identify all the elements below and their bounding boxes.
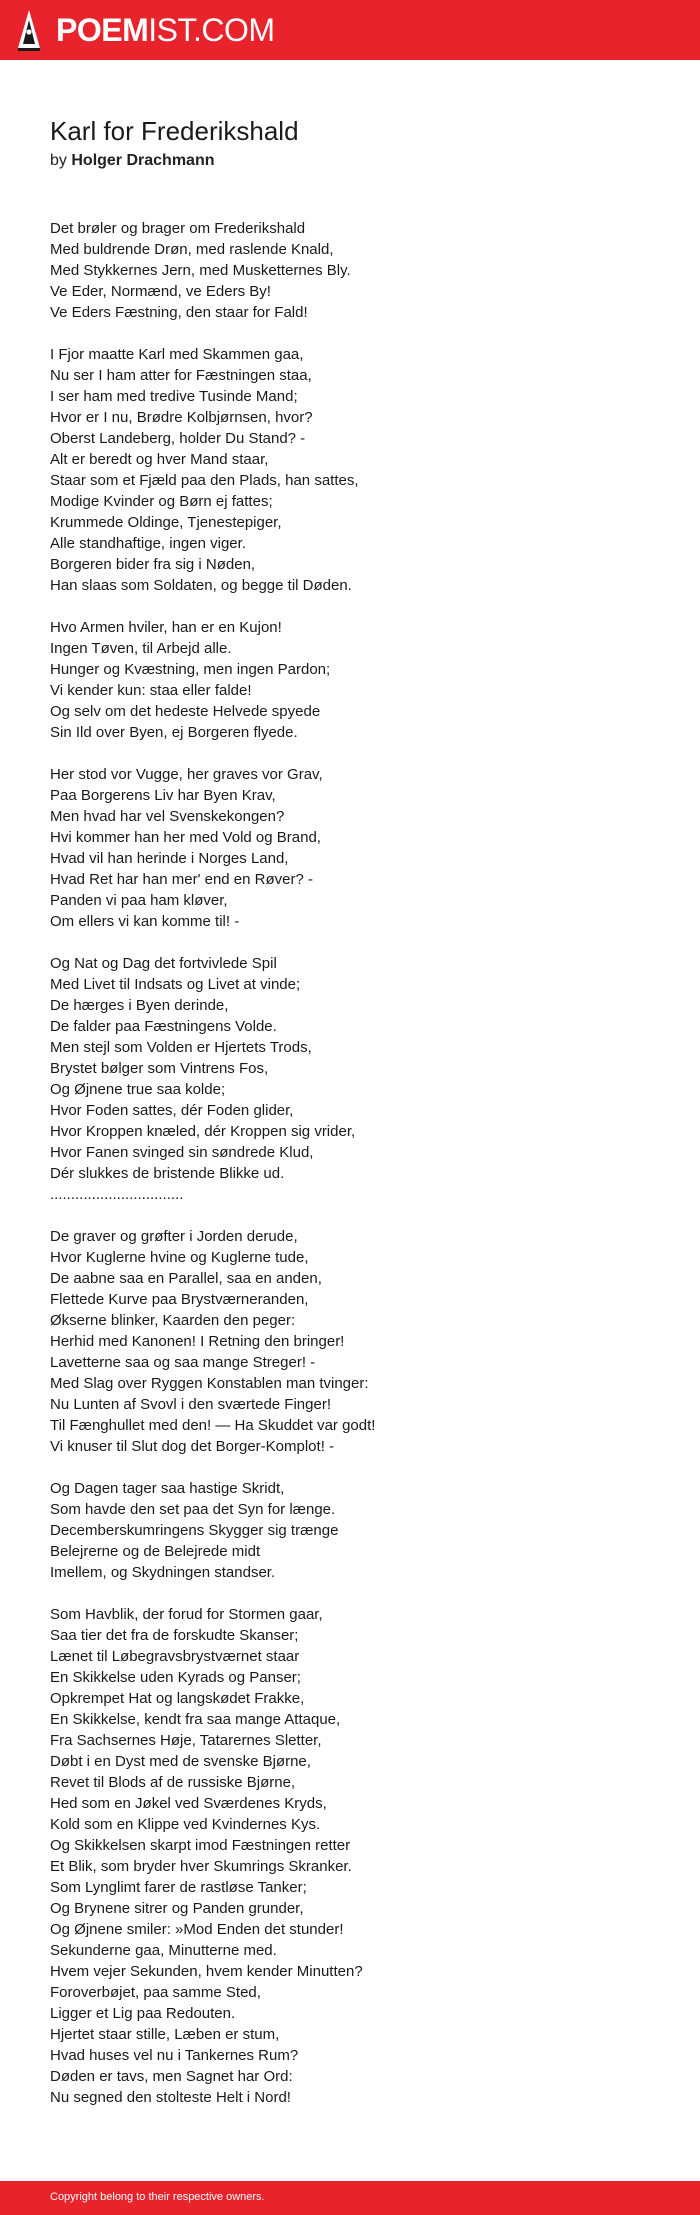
poem-line: Hvor Foden sattes, dér Foden glider, [50, 1102, 294, 1119]
poem-line: Og Nat og Dag det fortvivlede Spil [50, 955, 277, 972]
poem-line: Sekunderne gaa, Minutterne med. [50, 1942, 277, 1959]
poem-line: Døden er tavs, men Sagnet har Ord: [50, 2068, 293, 2085]
poem-line: Flettede Kurve paa Brystværneranden, [50, 1291, 309, 1308]
poem-content [50, 112, 660, 2129]
site-logo-text [56, 8, 275, 52]
poem-line: Imellem, og Skydningen standser. [50, 1564, 276, 1581]
top-bar [0, 0, 700, 60]
poem-line: Hvi kommer han her med Vold og Brand, [50, 829, 321, 846]
poem-line: Krummede Oldinge, Tjenestepiger, [50, 514, 282, 531]
poem-line: Han slaas som Soldaten, og begge til Døden. [50, 577, 352, 594]
poem-line: Revet til Blods af de russiske Bjørne, [50, 1774, 296, 1791]
poem-stanza [50, 617, 660, 743]
poem-stanza [50, 218, 660, 323]
poem-line: Saa tier det fra de forskudte Skanser; [50, 1627, 299, 1644]
poem-line: Hvor Fanen svinged sin søndrede Klud, [50, 1144, 314, 1161]
poem-line: Paa Borgerens Liv har Byen Krav, [50, 787, 276, 804]
poem-line: Nu ser I ham atter for Fæstningen staa, [50, 367, 312, 384]
poem-line: Hvo Armen hviler, han er en Kujon! [50, 619, 282, 636]
poem-line: Belejrerne og de Belejrede midt [50, 1543, 261, 1560]
poem-stanza [50, 344, 660, 596]
logo-bold-part: POEM [56, 12, 149, 48]
poem-line: Og Dagen tager saa hastige Skridt, [50, 1480, 285, 1497]
poem-line: Ligger et Lig paa Redouten. [50, 2005, 236, 2022]
poem-line: Sin Ild over Byen, ej Borgeren flyede. [50, 724, 298, 741]
poem-line: Hed som en Jøkel ved Sværdenes Kryds, [50, 1795, 327, 1812]
poem-line: Panden vi paa ham kløver, [50, 892, 228, 909]
poem-line: Alt er beredt og hver Mand staar, [50, 451, 269, 468]
copyright-text: Copyright belong to their respective owners. [50, 2191, 265, 2203]
poem-stanza [50, 1604, 660, 2108]
poem-line: Som Havblik, der forud for Stormen gaar, [50, 1606, 323, 1623]
poem-stanza [50, 1226, 660, 1457]
poem-line: Brystet bølger som Vintrens Fos, [50, 1060, 269, 1077]
poem-line: Staar som et Fjæld paa den Plads, han sattes, [50, 472, 359, 489]
poem-line: Og Øjnene smiler: »Mod Enden det stunder! [50, 1921, 344, 1938]
poem-line: Ve Eder, Normænd, ve Eders By! [50, 283, 271, 300]
poem-line: Lænet til Løbegravsbrystværnet staar [50, 1648, 300, 1665]
poem-line: Et Blik, som bryder hver Skumrings Skranker. [50, 1858, 352, 1875]
poem-line: En Skikkelse, kendt fra saa mange Attaque, [50, 1711, 341, 1728]
poem-line: De graver og grøfter i Jorden derude, [50, 1228, 298, 1245]
poem-line: Dér slukkes de bristende Blikke ud. [50, 1165, 285, 1182]
poem-line: De aabne saa en Parallel, saa en anden, [50, 1270, 322, 1287]
poem-line: Og Øjnene true saa kolde; [50, 1081, 226, 1098]
poem-stanza [50, 1478, 660, 1583]
poem-line: Foroverbøjet, paa samme Sted, [50, 1984, 261, 2001]
poem-line: Oberst Landeberg, holder Du Stand? - [50, 430, 306, 447]
poem-line: Det brøler og brager om Frederikshald [50, 220, 306, 237]
poem-stanza [50, 764, 660, 932]
poem-line: I ser ham med tredive Tusinde Mand; [50, 388, 298, 405]
poem-line: Om ellers vi kan komme til! - [50, 913, 240, 930]
poem-line: Borgeren bider fra sig i Nøden, [50, 556, 256, 573]
poem-line: Her stod vor Vugge, her graves vor Grav, [50, 766, 323, 783]
poem-line: Men stejl som Volden er Hjertets Trods, [50, 1039, 312, 1056]
poem-line: Som Lynglimt farer de rastløse Tanker; [50, 1879, 307, 1896]
poem-line: I Fjor maatte Karl med Skammen gaa, [50, 346, 304, 363]
poem-line: De hærges i Byen derinde, [50, 997, 229, 1014]
poem-line: Decemberskumringens Skygger sig trænge [50, 1522, 339, 1539]
poem-line: Kold som en Klippe ved Kvindernes Kys. [50, 1816, 321, 1833]
poem-line: Ingen Tøven, til Arbejd alle. [50, 640, 232, 657]
poem-line: Opkrempet Hat og langskødet Frakke, [50, 1690, 305, 1707]
poem-line: Med buldrende Drøn, med raslende Knald, [50, 241, 334, 258]
author-name: Holger Drachmann [71, 152, 215, 169]
poem-line: Hjertet staar stille, Læben er stum, [50, 2026, 280, 2043]
poem-line: Ve Eders Fæstning, den staar for Fald! [50, 304, 308, 321]
poem-line: ................................ [50, 1186, 184, 1203]
poem-line: Nu segned den stolteste Helt i Nord! [50, 2089, 291, 2106]
poem-line: Vi knuser til Slut dog det Borger-Komplot! - [50, 1438, 335, 1455]
poem-line: Lavetterne saa og saa mange Streger! - [50, 1354, 316, 1371]
poem-line: Vi kender kun: staa eller falde! [50, 682, 252, 699]
poem-title: Karl for Frederikshald [50, 116, 299, 146]
site-logo-link[interactable] [16, 8, 275, 52]
poem-line: Hvem vejer Sekunden, hvem kender Minutten? [50, 1963, 363, 1980]
poem-line: Hvad huses vel nu i Tankernes Rum? [50, 2047, 299, 2064]
footer [0, 2181, 700, 2215]
poem-stanza [50, 953, 660, 1205]
poem-line: Modige Kvinder og Børn ej fattes; [50, 493, 273, 510]
logo-light-part: IST.COM [148, 12, 275, 48]
poem-line: Hvor er I nu, Brødre Kolbjørnsen, hvor? [50, 409, 313, 426]
poem-line: Herhid med Kanonen! I Retning den bringer! [50, 1333, 345, 1350]
poem-line: En Skikkelse uden Kyrads og Panser; [50, 1669, 301, 1686]
poem-line: Hvad vil han herinde i Norges Land, [50, 850, 289, 867]
poem-line: Hvor Kuglerne hvine og Kuglerne tude, [50, 1249, 309, 1266]
poem-line: Økserne blinker, Kaarden den peger: [50, 1312, 296, 1329]
pen-nib-icon [16, 8, 42, 52]
poem-line: Fra Sachsernes Høje, Tatarernes Sletter, [50, 1732, 322, 1749]
poem-line: Med Stykkernes Jern, med Musketternes Bly. [50, 262, 351, 279]
poem-body [50, 218, 660, 2108]
poem-line: Og selv om det hedeste Helvede spyede [50, 703, 321, 720]
byline [50, 150, 660, 172]
poem-line: Nu Lunten af Svovl i den sværtede Finger! [50, 1396, 331, 1413]
poem-line: Som havde den set paa det Syn for længe. [50, 1501, 336, 1518]
poem-line: Med Livet til Indsats og Livet at vinde; [50, 976, 301, 993]
poem-line: Til Fænghullet med den! — Ha Skuddet var godt! [50, 1417, 376, 1434]
poem-line: Hvor Kroppen knæled, dér Kroppen sig vrider, [50, 1123, 356, 1140]
poem-line: De falder paa Fæstningens Volde. [50, 1018, 277, 1035]
by-label: by [50, 152, 67, 169]
poem-line: Med Slag over Ryggen Konstablen man tvinger: [50, 1375, 369, 1392]
poem-line: Og Brynene sitrer og Panden grunder, [50, 1900, 304, 1917]
poem-line: Døbt i en Dyst med de svenske Bjørne, [50, 1753, 311, 1770]
poem-line: Alle standhaftige, ingen viger. [50, 535, 246, 552]
poem-line: Og Skikkelsen skarpt imod Fæstningen retter [50, 1837, 351, 1854]
poem-line: Hunger og Kvæstning, men ingen Pardon; [50, 661, 331, 678]
poem-line: Hvad Ret har han mer' end en Røver? - [50, 871, 313, 888]
poem-line: Men hvad har vel Svenskekongen? [50, 808, 285, 825]
